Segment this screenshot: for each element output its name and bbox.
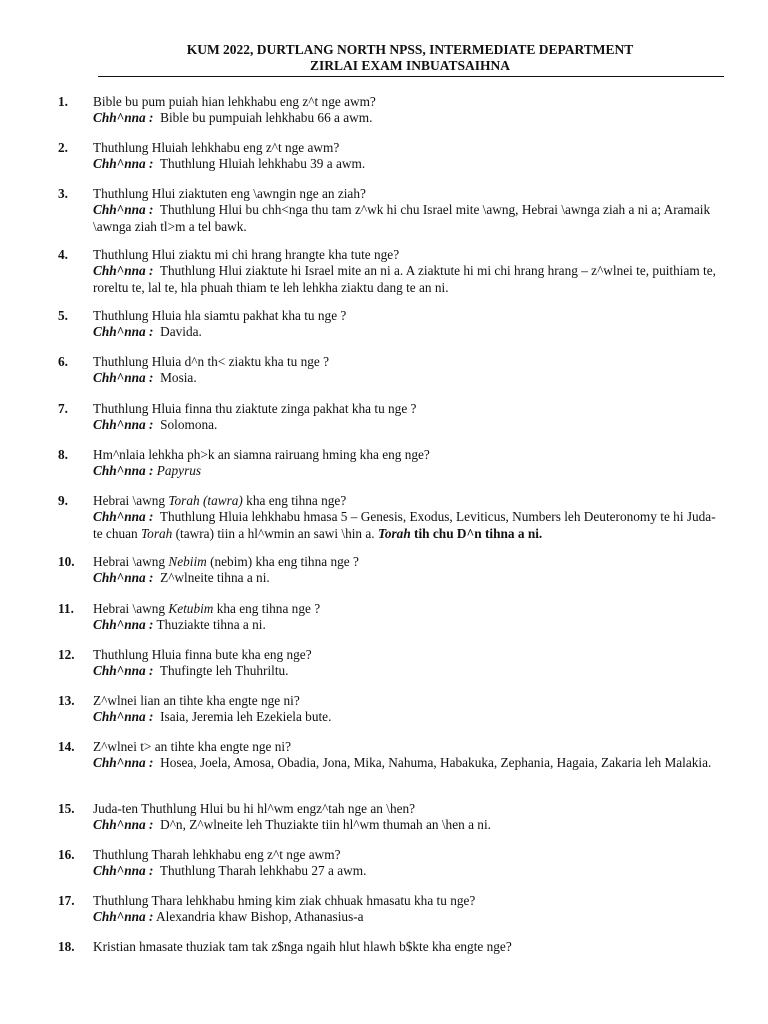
- question-number: 3.: [58, 186, 68, 201]
- question-item: [58, 401, 718, 434]
- question-text: Thuthlung Hluia finna thu ziaktute zinga pakhat kha tu nge ?: [93, 401, 417, 416]
- question-item: [58, 801, 718, 834]
- answer-text: Davida.: [160, 324, 202, 340]
- question-item: [58, 447, 718, 480]
- question-number: 2.: [58, 140, 68, 155]
- question-item: [58, 847, 718, 880]
- question-number: 12.: [58, 647, 75, 662]
- answer-label: Chh^nna :: [93, 817, 154, 833]
- question-number: 6.: [58, 354, 68, 369]
- answer-text: Thuthlung Hluiah lehkhabu 39 a awm.: [159, 156, 366, 172]
- answer: [93, 156, 718, 172]
- answer-text: Thuthlung Hlui bu chh<nga thu tam z^wk hi chu Israel mite \awng, Hebrai \awnga ziah a ni a; Aramaik \awnga ziah tl>m a tel bawk.: [93, 202, 711, 234]
- question-text: Hebrai \awng Ketubim kha eng tihna nge ?: [93, 601, 321, 616]
- answer-label: Chh^nna :: [93, 110, 154, 126]
- question-item: [58, 554, 718, 587]
- question-number: 18.: [58, 939, 75, 954]
- answer-text: Isaia, Jeremia leh Ezekiela bute.: [160, 709, 332, 725]
- answer-label: Chh^nna :: [93, 324, 154, 340]
- answer: [93, 324, 718, 340]
- answer-label: Chh^nna :: [93, 509, 154, 525]
- answer-label: Chh^nna :: [93, 863, 154, 879]
- question-number: 10.: [58, 554, 75, 569]
- question-item: [58, 140, 718, 173]
- question-text: Thuthlung Hlui ziaktuten eng \awngin nge an ziah?: [93, 186, 366, 201]
- answer: [93, 863, 718, 879]
- answer-text: Hosea, Joela, Amosa, Obadia, Jona, Mika, Nahuma, Habakuka, Zephania, Hagaia, Zakaria leh Malakia.: [160, 755, 712, 771]
- question-item: [58, 739, 718, 772]
- question-item: [58, 247, 718, 296]
- question-number: 16.: [58, 847, 75, 862]
- question-text: Hebrai \awng Nebiim (nebim) kha eng tihna nge ?: [93, 554, 359, 569]
- answer-label: Chh^nna :: [93, 156, 154, 172]
- question-text: Juda-ten Thuthlung Hlui bu hi hl^wm engz^tah nge an \hen?: [93, 801, 416, 816]
- question-item: [58, 893, 718, 926]
- answer-label: Chh^nna :: [93, 202, 154, 218]
- question-text: Z^wlnei t> an tihte kha engte nge ni?: [93, 739, 291, 754]
- question-text: Thuthlung Hluia finna bute kha eng nge?: [93, 647, 312, 662]
- question-text: Bible bu pum puiah hian lehkhabu eng z^t nge awm?: [93, 94, 376, 109]
- answer-label: Chh^nna :: [93, 755, 154, 771]
- answer-text: Bible bu pumpuiah lehkhabu 66 a awm.: [160, 110, 373, 126]
- page-header: [98, 42, 722, 74]
- answer: [93, 570, 718, 586]
- question-text: Thuthlung Hlui ziaktu mi chi hrang hrangte kha tute nge?: [93, 247, 400, 262]
- answer: Chh^nna : Thuthlung Hluia lehkhabu hmasa 5 – Genesis, Exodus, Leviticus, Numbers leh Deuteronomy te hi Juda-te chuan Torah (tawra) tiin a hl^wmin an sawi \hin a. Torah tih chu D^n tihna a ni.: [93, 509, 716, 541]
- answer: [93, 817, 718, 833]
- question-number: 17.: [58, 893, 75, 908]
- question-number: 5.: [58, 308, 68, 323]
- question-text: Thuthlung Hluiah lehkhabu eng z^t nge awm?: [93, 140, 340, 155]
- answer-text: Thuthlung Tharah lehkhabu 27 a awm.: [159, 863, 367, 879]
- question-item: [58, 939, 718, 955]
- question-text: Thuthlung Tharah lehkhabu eng z^t nge awm?: [93, 847, 341, 862]
- answer-label: Chh^nna :: [93, 709, 154, 725]
- question-item: [58, 693, 718, 726]
- question-text: Hebrai \awng Torah (tawra) kha eng tihna nge?: [93, 493, 347, 508]
- answer: [93, 617, 718, 633]
- question-number: 13.: [58, 693, 75, 708]
- answer-text: D^n, Z^wlneite leh Thuziakte tiin hl^wm thumah an \hen a ni.: [160, 817, 491, 833]
- answer-label: Chh^nna :: [93, 663, 154, 679]
- question-item: [58, 647, 718, 680]
- answer: [93, 755, 718, 771]
- answer: [93, 709, 718, 725]
- answer-text: Papyrus: [156, 463, 202, 479]
- answer: [93, 110, 718, 126]
- answer-label: Chh^nna :: [93, 463, 154, 479]
- answer-label: Chh^nna :: [93, 263, 154, 279]
- question-text: Hm^nlaia lehkha ph>k an siamna rairuang hming kha eng nge?: [93, 447, 430, 462]
- answer-text: Thuziakte tihna a ni.: [156, 617, 266, 633]
- answer-label: Chh^nna :: [93, 370, 154, 386]
- question-text: Thuthlung Thara lehkhabu hming kim ziak chhuak hmasatu kha tu nge?: [93, 893, 476, 908]
- question-item: [58, 308, 718, 341]
- answer-label: Chh^nna :: [93, 617, 154, 633]
- question-item: [58, 186, 718, 235]
- question-item: [58, 354, 718, 387]
- answer: [93, 417, 718, 433]
- question-text: Z^wlnei lian an tihte kha engte nge ni?: [93, 693, 300, 708]
- answer: [93, 370, 718, 386]
- answer-label: Chh^nna :: [93, 909, 154, 925]
- answer: [93, 463, 718, 479]
- answer: [93, 263, 718, 296]
- answer: [93, 202, 718, 235]
- answer: [93, 663, 718, 679]
- question-text: Thuthlung Hluia hla siamtu pakhat kha tu nge ?: [93, 308, 347, 323]
- answer-text: Alexandria khaw Bishop, Athanasius-a: [156, 909, 364, 925]
- question-item: [58, 94, 718, 127]
- question-number: 11.: [58, 601, 74, 616]
- answer-text: Solomona.: [160, 417, 218, 433]
- header-title: KUM 2022, DURTLANG NORTH NPSS, INTERMEDIATE DEPARTMENT: [186, 42, 634, 57]
- question-number: 1.: [58, 94, 68, 109]
- question-text: Thuthlung Hluia d^n th< ziaktu kha tu nge ?: [93, 354, 330, 369]
- answer-text: Z^wlneite tihna a ni.: [160, 570, 270, 586]
- question-number: 4.: [58, 247, 68, 262]
- answer-label: Chh^nna :: [93, 417, 154, 433]
- question-text: Kristian hmasate thuziak tam tak z$nga ngaih hlut hlawh b$kte kha engte nge?: [93, 939, 512, 954]
- question-number: 8.: [58, 447, 68, 462]
- question-number: 14.: [58, 739, 75, 754]
- answer-label: Chh^nna :: [93, 570, 154, 586]
- answer-text: Thufingte leh Thuhriltu.: [159, 663, 289, 679]
- answer-text: Thuthlung Hluia lehkhabu hmasa 5 – Genesis, Exodus, Leviticus, Numbers leh Deuteronomy te hi Juda-te chuan: [93, 509, 716, 541]
- header-divider: [98, 76, 724, 77]
- question-item: [58, 601, 718, 634]
- question-number: 7.: [58, 401, 68, 416]
- answer-text: Mosia.: [160, 370, 197, 386]
- question-number: 15.: [58, 801, 75, 816]
- question-number: 9.: [58, 493, 68, 508]
- answer: [93, 909, 718, 925]
- question-item: [58, 493, 718, 542]
- answer-text: Thuthlung Hlui ziaktute hi Israel mite an ni a. A ziaktute hi mi chi hrang hrang – z^wlnei te, puithiam te, roreltu te, lal te, hla phuah thiam te leh lehkha ziaktu dang te an ni.: [93, 263, 716, 295]
- header-subtitle: ZIRLAI EXAM INBUATSAIHNA: [309, 58, 511, 73]
